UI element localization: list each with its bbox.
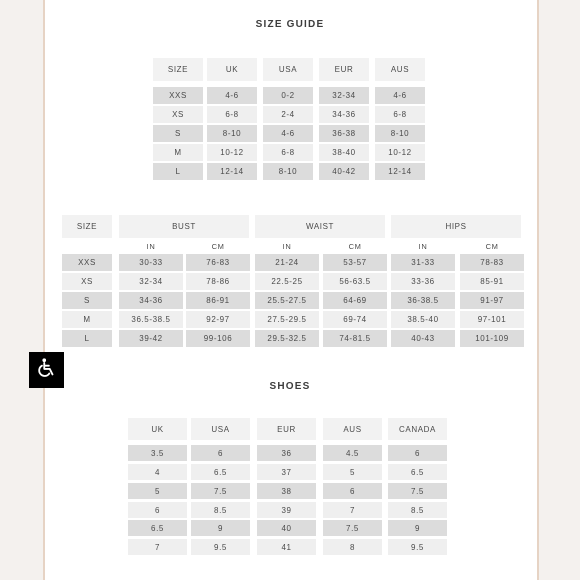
table-cell: 6	[191, 445, 250, 461]
unit-header: CM	[211, 241, 225, 251]
table-cell: 4-6	[207, 87, 257, 104]
table-cell: 10-12	[207, 144, 257, 161]
group-header: HIPS	[391, 215, 521, 238]
table-cell: 6.5	[388, 464, 447, 480]
table-cell: 12-14	[375, 163, 425, 180]
table-cell: 27.5-29.5	[255, 311, 319, 328]
unit-header: CM	[348, 241, 362, 251]
table-cell: 7.5	[191, 483, 250, 499]
table-cell: 34-36	[319, 106, 369, 123]
table-cell: 4-6	[263, 125, 313, 142]
table-cell: 53-57	[323, 254, 387, 271]
column-header: CANADA	[388, 418, 447, 440]
table-cell: 6	[128, 502, 187, 518]
table-cell: 64-69	[323, 292, 387, 309]
table-cell: 8-10	[375, 125, 425, 142]
table-cell: 76-83	[186, 254, 250, 271]
unit-header: IN	[418, 241, 428, 251]
column-header: USA	[263, 58, 313, 81]
table-cell: 8-10	[207, 125, 257, 142]
group-header: BUST	[119, 215, 249, 238]
table-cell: 8.5	[191, 502, 250, 518]
table-cell: 38.5-40	[391, 311, 455, 328]
shoes-title: SHOES	[269, 381, 311, 392]
column-header: EUR	[257, 418, 316, 440]
table-cell: 4-6	[375, 87, 425, 104]
table-cell: 30-33	[119, 254, 183, 271]
column-header: SIZE	[153, 58, 203, 81]
table-cell: 38-40	[319, 144, 369, 161]
table-cell: 6.5	[128, 520, 187, 536]
table-cell: 36	[257, 445, 316, 461]
table-cell: 85-91	[460, 273, 524, 290]
table-cell: 32-34	[319, 87, 369, 104]
size-label: S	[153, 125, 203, 142]
table-cell: 5	[323, 464, 382, 480]
table-cell: 7	[128, 539, 187, 555]
unit-header: IN	[282, 241, 292, 251]
table-cell: 0-2	[263, 87, 313, 104]
table-cell: 8.5	[388, 502, 447, 518]
table-cell: 36.5-38.5	[119, 311, 183, 328]
table-cell: 91-97	[460, 292, 524, 309]
column-header: AUS	[375, 58, 425, 81]
table-cell: 9.5	[388, 539, 447, 555]
table-cell: 7.5	[323, 520, 382, 536]
table-cell: 74-81.5	[323, 330, 387, 347]
table-cell: 4.5	[323, 445, 382, 461]
table-cell: 78-83	[460, 254, 524, 271]
table-cell: 92-97	[186, 311, 250, 328]
table-cell: 39	[257, 502, 316, 518]
table-cell: 2-4	[263, 106, 313, 123]
table-cell: 36-38.5	[391, 292, 455, 309]
table-cell: 40	[257, 520, 316, 536]
size-label: L	[62, 330, 112, 347]
table-cell: 36-38	[319, 125, 369, 142]
table-cell: 8-10	[263, 163, 313, 180]
table-cell: 6.5	[191, 464, 250, 480]
table-cell: 22.5-25	[255, 273, 319, 290]
table-cell: 37	[257, 464, 316, 480]
table-cell: 39-42	[119, 330, 183, 347]
size-label: XXS	[153, 87, 203, 104]
table-cell: 6	[323, 483, 382, 499]
table-cell: 7	[323, 502, 382, 518]
table-cell: 34-36	[119, 292, 183, 309]
table-cell: 97-101	[460, 311, 524, 328]
size-label: L	[153, 163, 203, 180]
table-cell: 10-12	[375, 144, 425, 161]
table-cell: 41	[257, 539, 316, 555]
unit-header: CM	[485, 241, 499, 251]
column-header: AUS	[323, 418, 382, 440]
size-label: XS	[62, 273, 112, 290]
table-cell: 21-24	[255, 254, 319, 271]
table-cell: 86-91	[186, 292, 250, 309]
column-header: SIZE	[62, 215, 112, 238]
table-cell: 29.5-32.5	[255, 330, 319, 347]
table-cell: 38	[257, 483, 316, 499]
column-header: EUR	[319, 58, 369, 81]
table-cell: 3.5	[128, 445, 187, 461]
size-label: M	[153, 144, 203, 161]
size-label: XS	[153, 106, 203, 123]
table-cell: 5	[128, 483, 187, 499]
table-cell: 9	[388, 520, 447, 536]
table-cell: 31-33	[391, 254, 455, 271]
table-cell: 40-43	[391, 330, 455, 347]
column-header: USA	[191, 418, 250, 440]
table-cell: 33-36	[391, 273, 455, 290]
table-cell: 4	[128, 464, 187, 480]
column-header: UK	[207, 58, 257, 81]
table-cell: 7.5	[388, 483, 447, 499]
size-label: XXS	[62, 254, 112, 271]
table-cell: 6	[388, 445, 447, 461]
table-cell: 56-63.5	[323, 273, 387, 290]
table-cell: 9.5	[191, 539, 250, 555]
table-cell: 69-74	[323, 311, 387, 328]
table-cell: 9	[191, 520, 250, 536]
table-cell: 40-42	[319, 163, 369, 180]
table-cell: 12-14	[207, 163, 257, 180]
table-cell: 8	[323, 539, 382, 555]
table-cell: 6-8	[263, 144, 313, 161]
table-cell: 6-8	[207, 106, 257, 123]
accessibility-button[interactable]	[29, 352, 64, 388]
group-header: WAIST	[255, 215, 385, 238]
table-cell: 78-86	[186, 273, 250, 290]
table-cell: 25.5-27.5	[255, 292, 319, 309]
table-cell: 101-109	[460, 330, 524, 347]
table-cell: 32-34	[119, 273, 183, 290]
size-label: M	[62, 311, 112, 328]
table-cell: 99-106	[186, 330, 250, 347]
page-title: SIZE GUIDE	[255, 19, 325, 30]
unit-header: IN	[146, 241, 156, 251]
size-label: S	[62, 292, 112, 309]
column-header: UK	[128, 418, 187, 440]
wheelchair-icon	[36, 357, 58, 384]
table-cell: 6-8	[375, 106, 425, 123]
